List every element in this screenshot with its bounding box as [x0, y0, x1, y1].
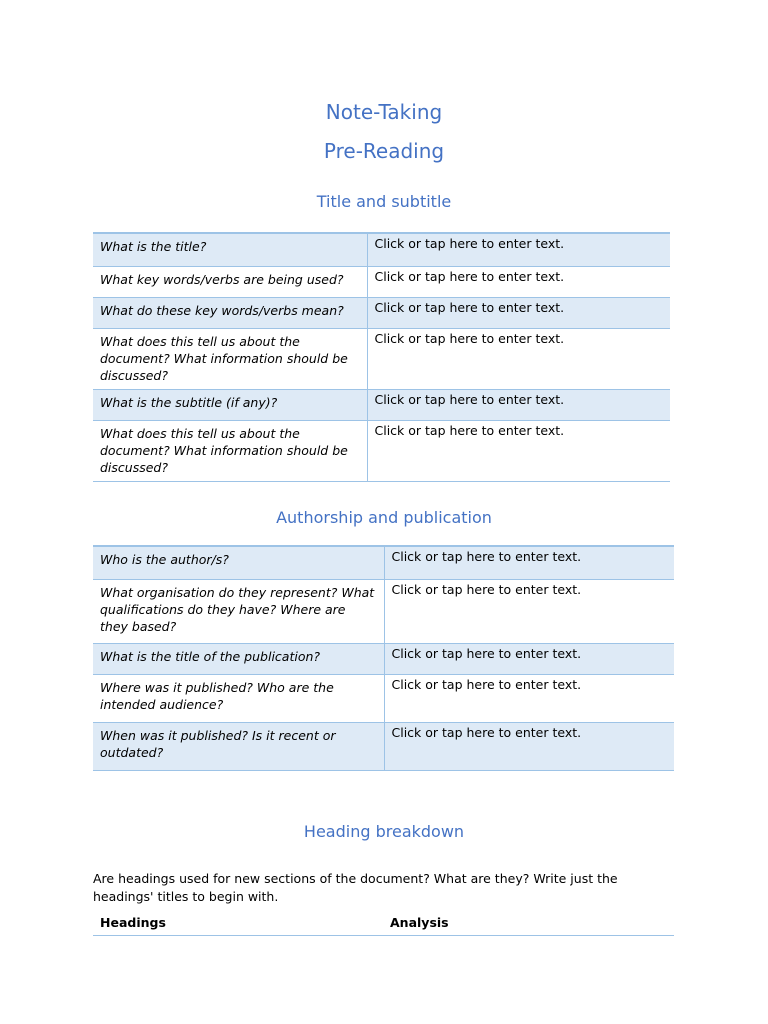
document-title: Note-Taking	[325, 100, 443, 124]
table-row	[93, 643, 674, 674]
question-cell: What is the title of the publication?	[93, 643, 384, 674]
table-row	[93, 328, 670, 389]
headings-column-label: Headings	[100, 915, 166, 930]
answer-field[interactable]: Click or tap here to enter text.	[384, 579, 674, 643]
question-cell: What does this tell us about the document? What information should be discussed?	[93, 420, 367, 481]
section-heading-heading-breakdown: Heading breakdown	[303, 822, 465, 841]
answer-field[interactable]: Click or tap here to enter text.	[367, 233, 670, 266]
table-row	[93, 722, 674, 770]
analysis-column-label: Analysis	[390, 915, 449, 930]
table-row	[93, 266, 670, 297]
table-row	[93, 389, 670, 420]
table-row	[93, 674, 674, 722]
question-cell: What is the title?	[93, 233, 367, 266]
table-row	[93, 579, 674, 643]
answer-field[interactable]: Click or tap here to enter text.	[384, 722, 674, 770]
table-row	[93, 546, 674, 579]
answer-field[interactable]: Click or tap here to enter text.	[384, 674, 674, 722]
question-cell: Where was it published? Who are the intended audience?	[93, 674, 384, 722]
answer-field[interactable]: Click or tap here to enter text.	[367, 328, 670, 389]
answer-field[interactable]: Click or tap here to enter text.	[384, 643, 674, 674]
question-cell: When was it published? Is it recent or outdated?	[93, 722, 384, 770]
question-cell: Who is the author/s?	[93, 546, 384, 579]
question-cell: What does this tell us about the document? What information should be discussed?	[93, 328, 367, 389]
table-row	[93, 233, 670, 266]
table-row	[93, 420, 670, 481]
heading-breakdown-instructions: Are headings used for new sections of the document? What are they? Write just the headings' titles to begin with.	[93, 871, 618, 904]
answer-field[interactable]: Click or tap here to enter text.	[367, 420, 670, 481]
table-row	[93, 297, 670, 328]
answer-field[interactable]: Click or tap here to enter text.	[367, 389, 670, 420]
answer-field[interactable]: Click or tap here to enter text.	[367, 266, 670, 297]
question-cell: What key words/verbs are being used?	[93, 266, 367, 297]
answer-field[interactable]: Click or tap here to enter text.	[367, 297, 670, 328]
answer-field[interactable]: Click or tap here to enter text.	[384, 546, 674, 579]
headings-table-header	[93, 915, 674, 936]
title-subtitle-table	[93, 232, 670, 482]
authorship-table	[93, 545, 674, 771]
question-cell: What do these key words/verbs mean?	[93, 297, 367, 328]
document-subtitle: Pre-Reading	[323, 139, 445, 163]
section-heading-authorship: Authorship and publication	[276, 508, 492, 527]
question-cell: What is the subtitle (if any)?	[93, 389, 367, 420]
question-cell: What organisation do they represent? What qualifications do they have? Where are they based?	[93, 579, 384, 643]
section-heading-title-subtitle: Title and subtitle	[316, 192, 452, 211]
